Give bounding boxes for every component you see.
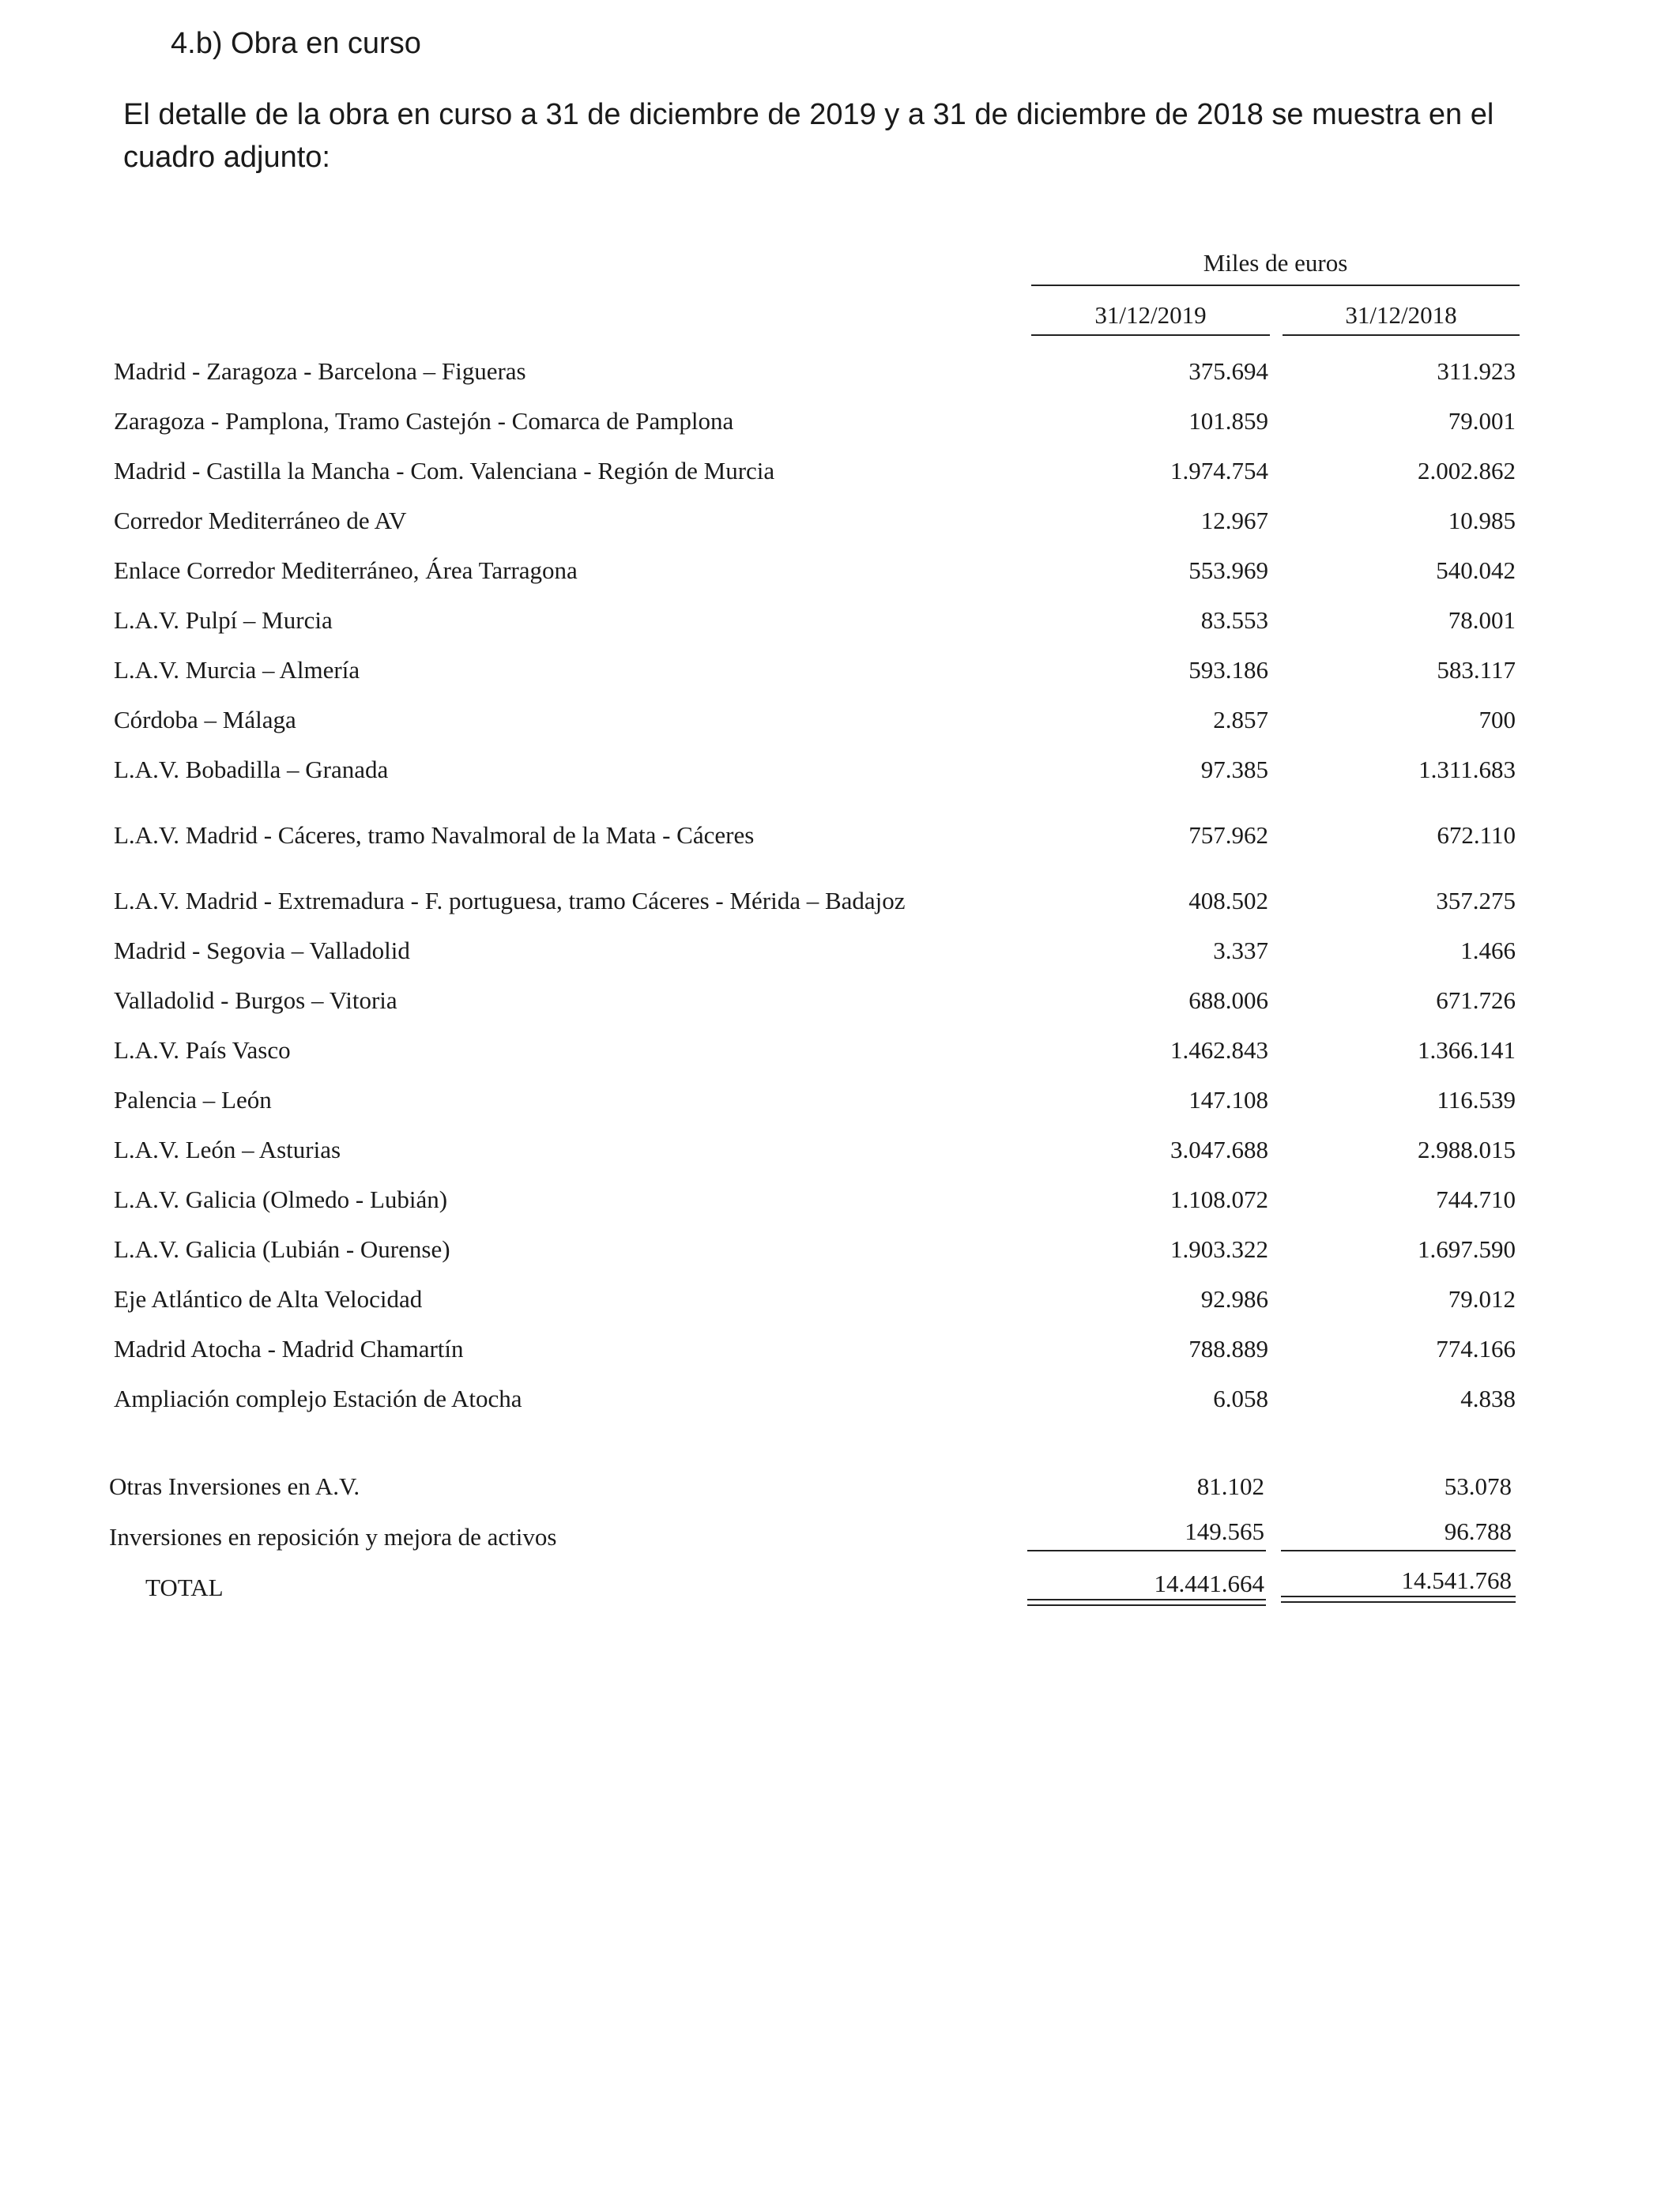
table-row [0,1181,1680,1219]
row-label: Madrid - Zaragoza - Barcelona – Figueras [114,357,526,385]
row-label: Valladolid - Burgos – Vitoria [114,986,397,1014]
row-value-2018: 311.923 [1437,357,1516,385]
row-label: Eje Atlántico de Alta Velocidad [114,1285,423,1313]
row-value-2018: 744.710 [1436,1186,1516,1213]
row-value-2018: 357.275 [1436,887,1516,914]
row-label: Inversiones en reposición y mejora de activos [109,1523,557,1551]
row-value-2018: 672.110 [1437,821,1516,849]
table-row [0,1280,1680,1318]
row-label: L.A.V. Galicia (Lubián - Ourense) [114,1235,450,1263]
row-value-2019: 408.502 [1188,887,1268,914]
row-value-2018: 96.788 [1444,1517,1512,1545]
row-value-2019: 688.006 [1188,986,1268,1014]
row-label: Palencia – León [114,1086,272,1114]
row-label: Córdoba – Málaga [114,706,296,733]
row-value-2019: 81.102 [1196,1472,1264,1500]
total-double-rule-2019 [1027,1599,1266,1606]
row-label: L.A.V. País Vasco [114,1036,291,1064]
row-label: Corredor Mediterráneo de AV [114,507,407,534]
table-row [0,1131,1680,1169]
row-value-2018: 1.466 [1460,937,1516,964]
row-value-2018: 79.001 [1448,407,1516,435]
table-row [0,352,1680,390]
table-row [0,1031,1680,1069]
table-row [0,552,1680,590]
table-row [0,1330,1680,1368]
table-row [0,701,1680,739]
row-value-2019: 101.859 [1188,407,1268,435]
row-label: Madrid - Segovia – Valladolid [114,937,410,964]
subtotal-rule-2018 [1281,1550,1516,1551]
intro-paragraph: El detalle de la obra en curso a 31 de diciembre de 2019 y a 31 de diciembre de 2018 se muestra en el cuadro adjunto: [123,98,1494,174]
row-value-2018: 540.042 [1436,556,1516,584]
row-label: L.A.V. Madrid - Extremadura - F. portuguesa, tramo Cáceres - Mérida – Badajoz [114,887,906,914]
row-label: Madrid Atocha - Madrid Chamartín [114,1335,464,1363]
table-row [0,932,1680,970]
row-value-2018: 1.311.683 [1418,756,1516,783]
table-row-otras-inversiones [0,1468,1680,1506]
row-value-2018: 79.012 [1448,1285,1516,1313]
row-label: Ampliación complejo Estación de Atocha [114,1385,522,1412]
row-label: L.A.V. Galicia (Olmedo - Lubián) [114,1186,448,1213]
table-row [0,601,1680,639]
row-label: L.A.V. Murcia – Almería [114,656,360,684]
row-value-2019: 788.889 [1188,1335,1268,1363]
column-header-2019: 31/12/2019 [1094,301,1207,329]
row-value-2019: 1.462.843 [1170,1036,1268,1064]
table-row [0,1081,1680,1119]
row-value-2019: 83.553 [1200,606,1268,634]
row-value-2018: 53.078 [1444,1472,1512,1500]
section-heading: 4.b) Obra en curso [171,27,421,60]
row-value-2018: 1.366.141 [1418,1036,1516,1064]
row-value-2018: 774.166 [1436,1335,1516,1363]
total-value-2019: 14.441.664 [1154,1570,1264,1597]
row-label: Otras Inversiones en A.V. [109,1472,360,1500]
row-value-2018: 78.001 [1448,606,1516,634]
total-label: TOTAL [145,1574,224,1601]
row-value-2019: 757.962 [1188,821,1268,849]
row-value-2018: 1.697.590 [1418,1235,1516,1263]
table-row [0,402,1680,440]
row-value-2018: 583.117 [1437,656,1516,684]
row-value-2019: 12.967 [1200,507,1268,534]
table-row [0,452,1680,490]
row-value-2018: 116.539 [1437,1086,1516,1114]
row-value-2019: 6.058 [1213,1385,1268,1412]
row-value-2019: 2.857 [1213,706,1268,733]
units-label: Miles de euros [1203,249,1348,277]
table-row [0,1380,1680,1418]
row-value-2018: 2.988.015 [1418,1136,1516,1163]
row-value-2019: 375.694 [1188,357,1268,385]
row-label: L.A.V. León – Asturias [114,1136,341,1163]
row-value-2018: 700 [1478,706,1516,733]
column-header-2018-underline [1283,334,1520,336]
table-row [0,751,1680,789]
subtotal-rule-2019 [1027,1550,1266,1551]
row-value-2019: 1.974.754 [1170,457,1268,484]
row-value-2019: 1.903.322 [1170,1235,1268,1263]
units-underline [1031,285,1520,286]
row-value-2018: 10.985 [1448,507,1516,534]
row-value-2019: 92.986 [1200,1285,1268,1313]
row-label: Enlace Corredor Mediterráneo, Área Tarragona [114,556,578,584]
row-value-2019: 3.337 [1213,937,1268,964]
row-value-2019: 149.565 [1185,1517,1264,1545]
row-value-2019: 3.047.688 [1170,1136,1268,1163]
table-row [0,651,1680,689]
total-double-rule-2018 [1281,1596,1516,1603]
row-label: L.A.V. Bobadilla – Granada [114,756,389,783]
row-value-2019: 97.385 [1200,756,1268,783]
row-value-2018: 2.002.862 [1418,457,1516,484]
column-header-2019-underline [1031,334,1270,336]
row-value-2019: 1.108.072 [1170,1186,1268,1213]
row-label: L.A.V. Madrid - Cáceres, tramo Navalmoral de la Mata - Cáceres [114,821,755,849]
row-value-2019: 593.186 [1188,656,1268,684]
row-label: Zaragoza - Pamplona, Tramo Castejón - Comarca de Pamplona [114,407,734,435]
table-row [0,816,1680,854]
row-value-2019: 147.108 [1188,1086,1268,1114]
table-row [0,502,1680,540]
total-value-2018: 14.541.768 [1401,1566,1512,1594]
row-value-2019: 553.969 [1188,556,1268,584]
row-label: L.A.V. Pulpí – Murcia [114,606,333,634]
table-row [0,982,1680,1020]
row-label: Madrid - Castilla la Mancha - Com. Valenciana - Región de Murcia [114,457,775,484]
table-row [0,882,1680,920]
row-value-2018: 4.838 [1460,1385,1516,1412]
table-row [0,1231,1680,1269]
row-value-2018: 671.726 [1436,986,1516,1014]
column-header-2018: 31/12/2018 [1345,301,1457,329]
